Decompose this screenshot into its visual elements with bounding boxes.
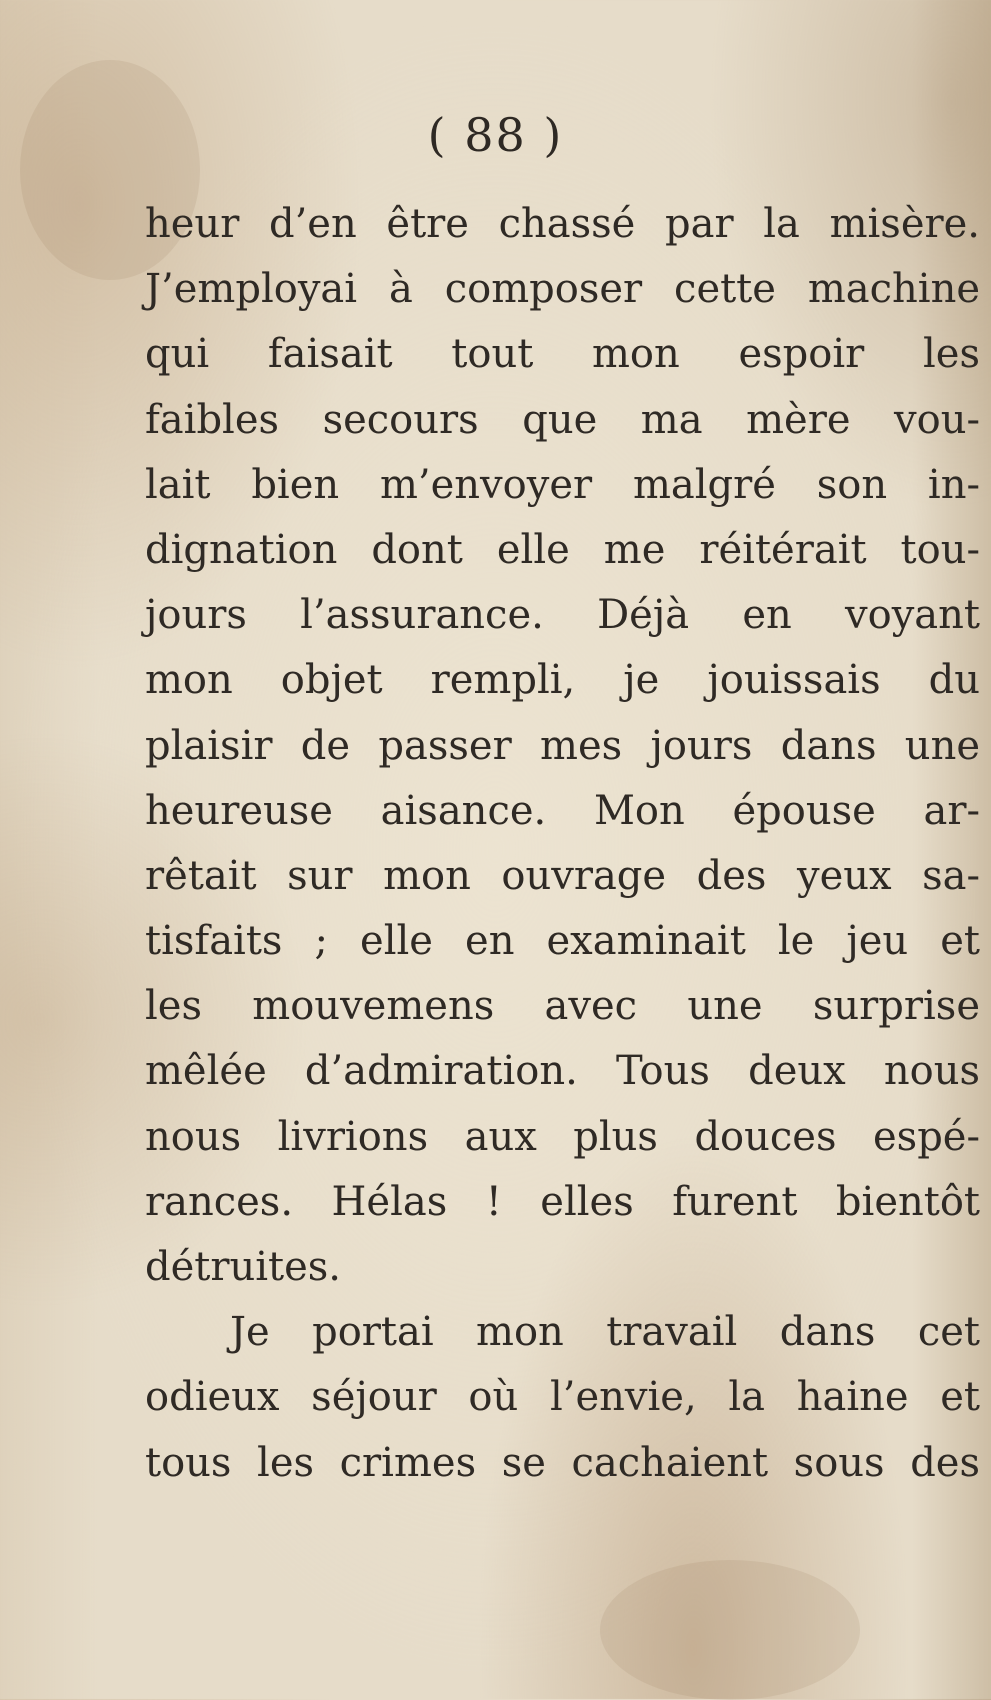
text-line: J’employai à composer cette machine [145, 266, 980, 313]
text-line: plaisir de passer mes jours dans une [145, 722, 980, 769]
text-line: mêlée d’admiration. Tous deux nous [145, 1048, 980, 1095]
paper-stain [600, 1560, 860, 1700]
text-line: nous livrions aux plus douces espé- [145, 1113, 980, 1160]
text-line: odieux séjour où l’envie, la haine et [145, 1374, 980, 1421]
text-line: détruites. [145, 1244, 342, 1290]
text-line: jours l’assurance. Déjà en voyant [145, 592, 980, 639]
text-line: les mouvemens avec une surprise [145, 983, 980, 1030]
text-line: heureuse aisance. Mon épouse ar- [145, 787, 980, 834]
text-line: qui faisait tout mon espoir les [145, 331, 980, 378]
text-line: heur d’en être chassé par la misère. [145, 201, 980, 247]
paragraph-first-line: Je portai mon travail dans cet [230, 1309, 980, 1356]
text-line: tous les crimes se cachaient sous des [145, 1439, 980, 1486]
body-text [145, 192, 980, 1496]
text-line: rances. Hélas ! elles furent bientôt [145, 1178, 980, 1225]
text-line: tisfaits ; elle en examinait le jeu et [145, 918, 980, 965]
text-line: mon objet rempli, je jouissais du [145, 657, 980, 704]
text-line: rêtait sur mon ouvrage des yeux sa- [145, 852, 980, 899]
page-number: ( 88 ) [427, 108, 564, 162]
text-line: dignation dont elle me réitérait tou- [145, 526, 980, 573]
text-line: lait bien m’envoyer malgré son in- [145, 461, 980, 508]
text-line: faibles secours que ma mère vou- [145, 396, 980, 443]
